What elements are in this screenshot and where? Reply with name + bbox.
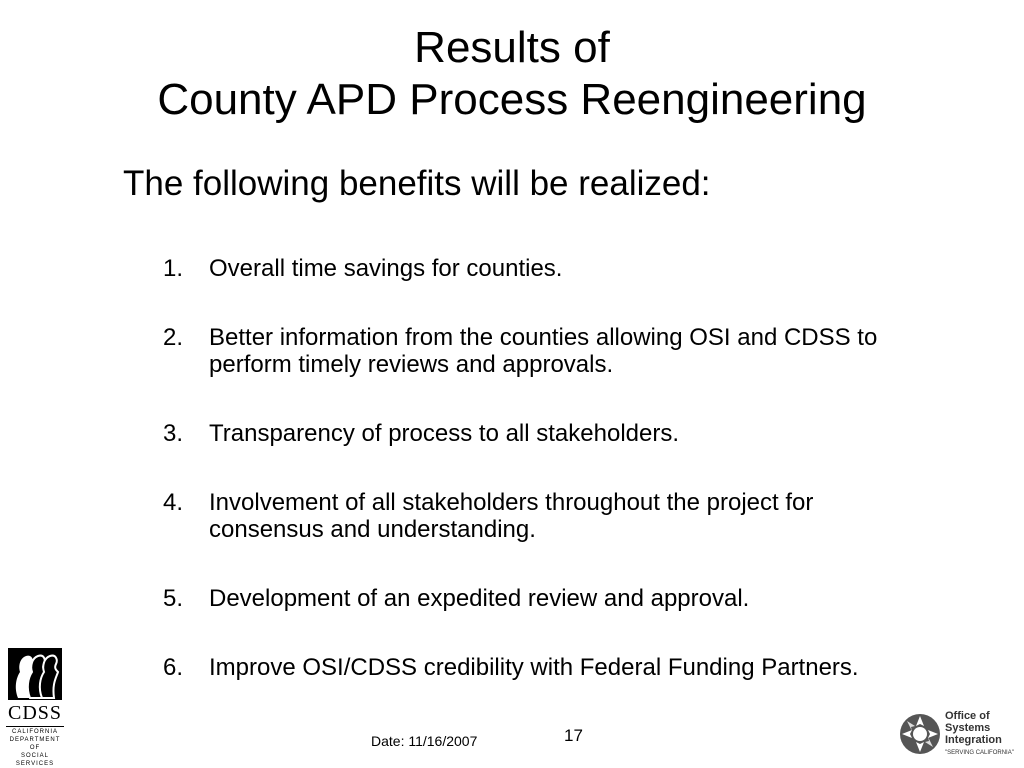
benefit-number: 6. (163, 654, 184, 681)
osi-logo-line3: Integration (945, 733, 1002, 746)
benefit-item (163, 585, 903, 612)
cdss-faces-icon (8, 648, 62, 700)
osi-emblem-icon (898, 712, 942, 756)
cdss-logo (6, 648, 64, 767)
benefit-item (163, 420, 903, 447)
benefit-text: Better information from the counties allowing OSI and CDSS to perform timely reviews and approvals. (209, 324, 878, 378)
benefit-text: Improve OSI/CDSS credibility with Federal Funding Partners. (209, 654, 859, 681)
benefit-number: 1. (163, 255, 184, 282)
page-number: 17 (564, 726, 583, 745)
cdss-caption-line1: CALIFORNIA (11, 729, 58, 735)
benefits-list (163, 255, 903, 723)
cdss-caption-line3: SOCIAL SERVICES (15, 753, 55, 767)
benefit-item (163, 489, 903, 543)
osi-logo-line1: Office of (945, 709, 990, 722)
slide-title-line1: Results of (414, 23, 610, 72)
slide-title-line2: County APD Process Reengineering (157, 75, 867, 124)
benefit-text: Overall time savings for counties. (209, 255, 563, 282)
cdss-logo-name: CDSS (7, 702, 63, 724)
benefit-number: 2. (163, 324, 184, 351)
osi-logo (898, 706, 1018, 762)
benefit-item (163, 324, 903, 378)
cdss-caption-line2: DEPARTMENT OF (9, 737, 61, 751)
benefit-text: Involvement of all stakeholders throughout the project for consensus and understanding. (209, 489, 814, 543)
osi-logo-text (945, 710, 1014, 759)
osi-logo-tagline: "SERVING CALIFORNIA" (945, 749, 1014, 756)
benefit-number: 4. (163, 489, 184, 516)
benefit-item (163, 255, 903, 282)
slide-subtitle: The following benefits will be realized: (123, 164, 711, 203)
cdss-logo-caption (6, 726, 64, 768)
benefit-number: 3. (163, 420, 184, 447)
benefit-text: Development of an expedited review and approval. (209, 585, 750, 612)
benefit-number: 5. (163, 585, 184, 612)
benefit-item (163, 654, 903, 681)
osi-logo-line2: Systems (945, 721, 991, 734)
slide-title (0, 22, 1024, 126)
benefit-text: Transparency of process to all stakeholders. (209, 420, 680, 447)
slide-date: Date: 11/16/2007 (371, 733, 478, 749)
